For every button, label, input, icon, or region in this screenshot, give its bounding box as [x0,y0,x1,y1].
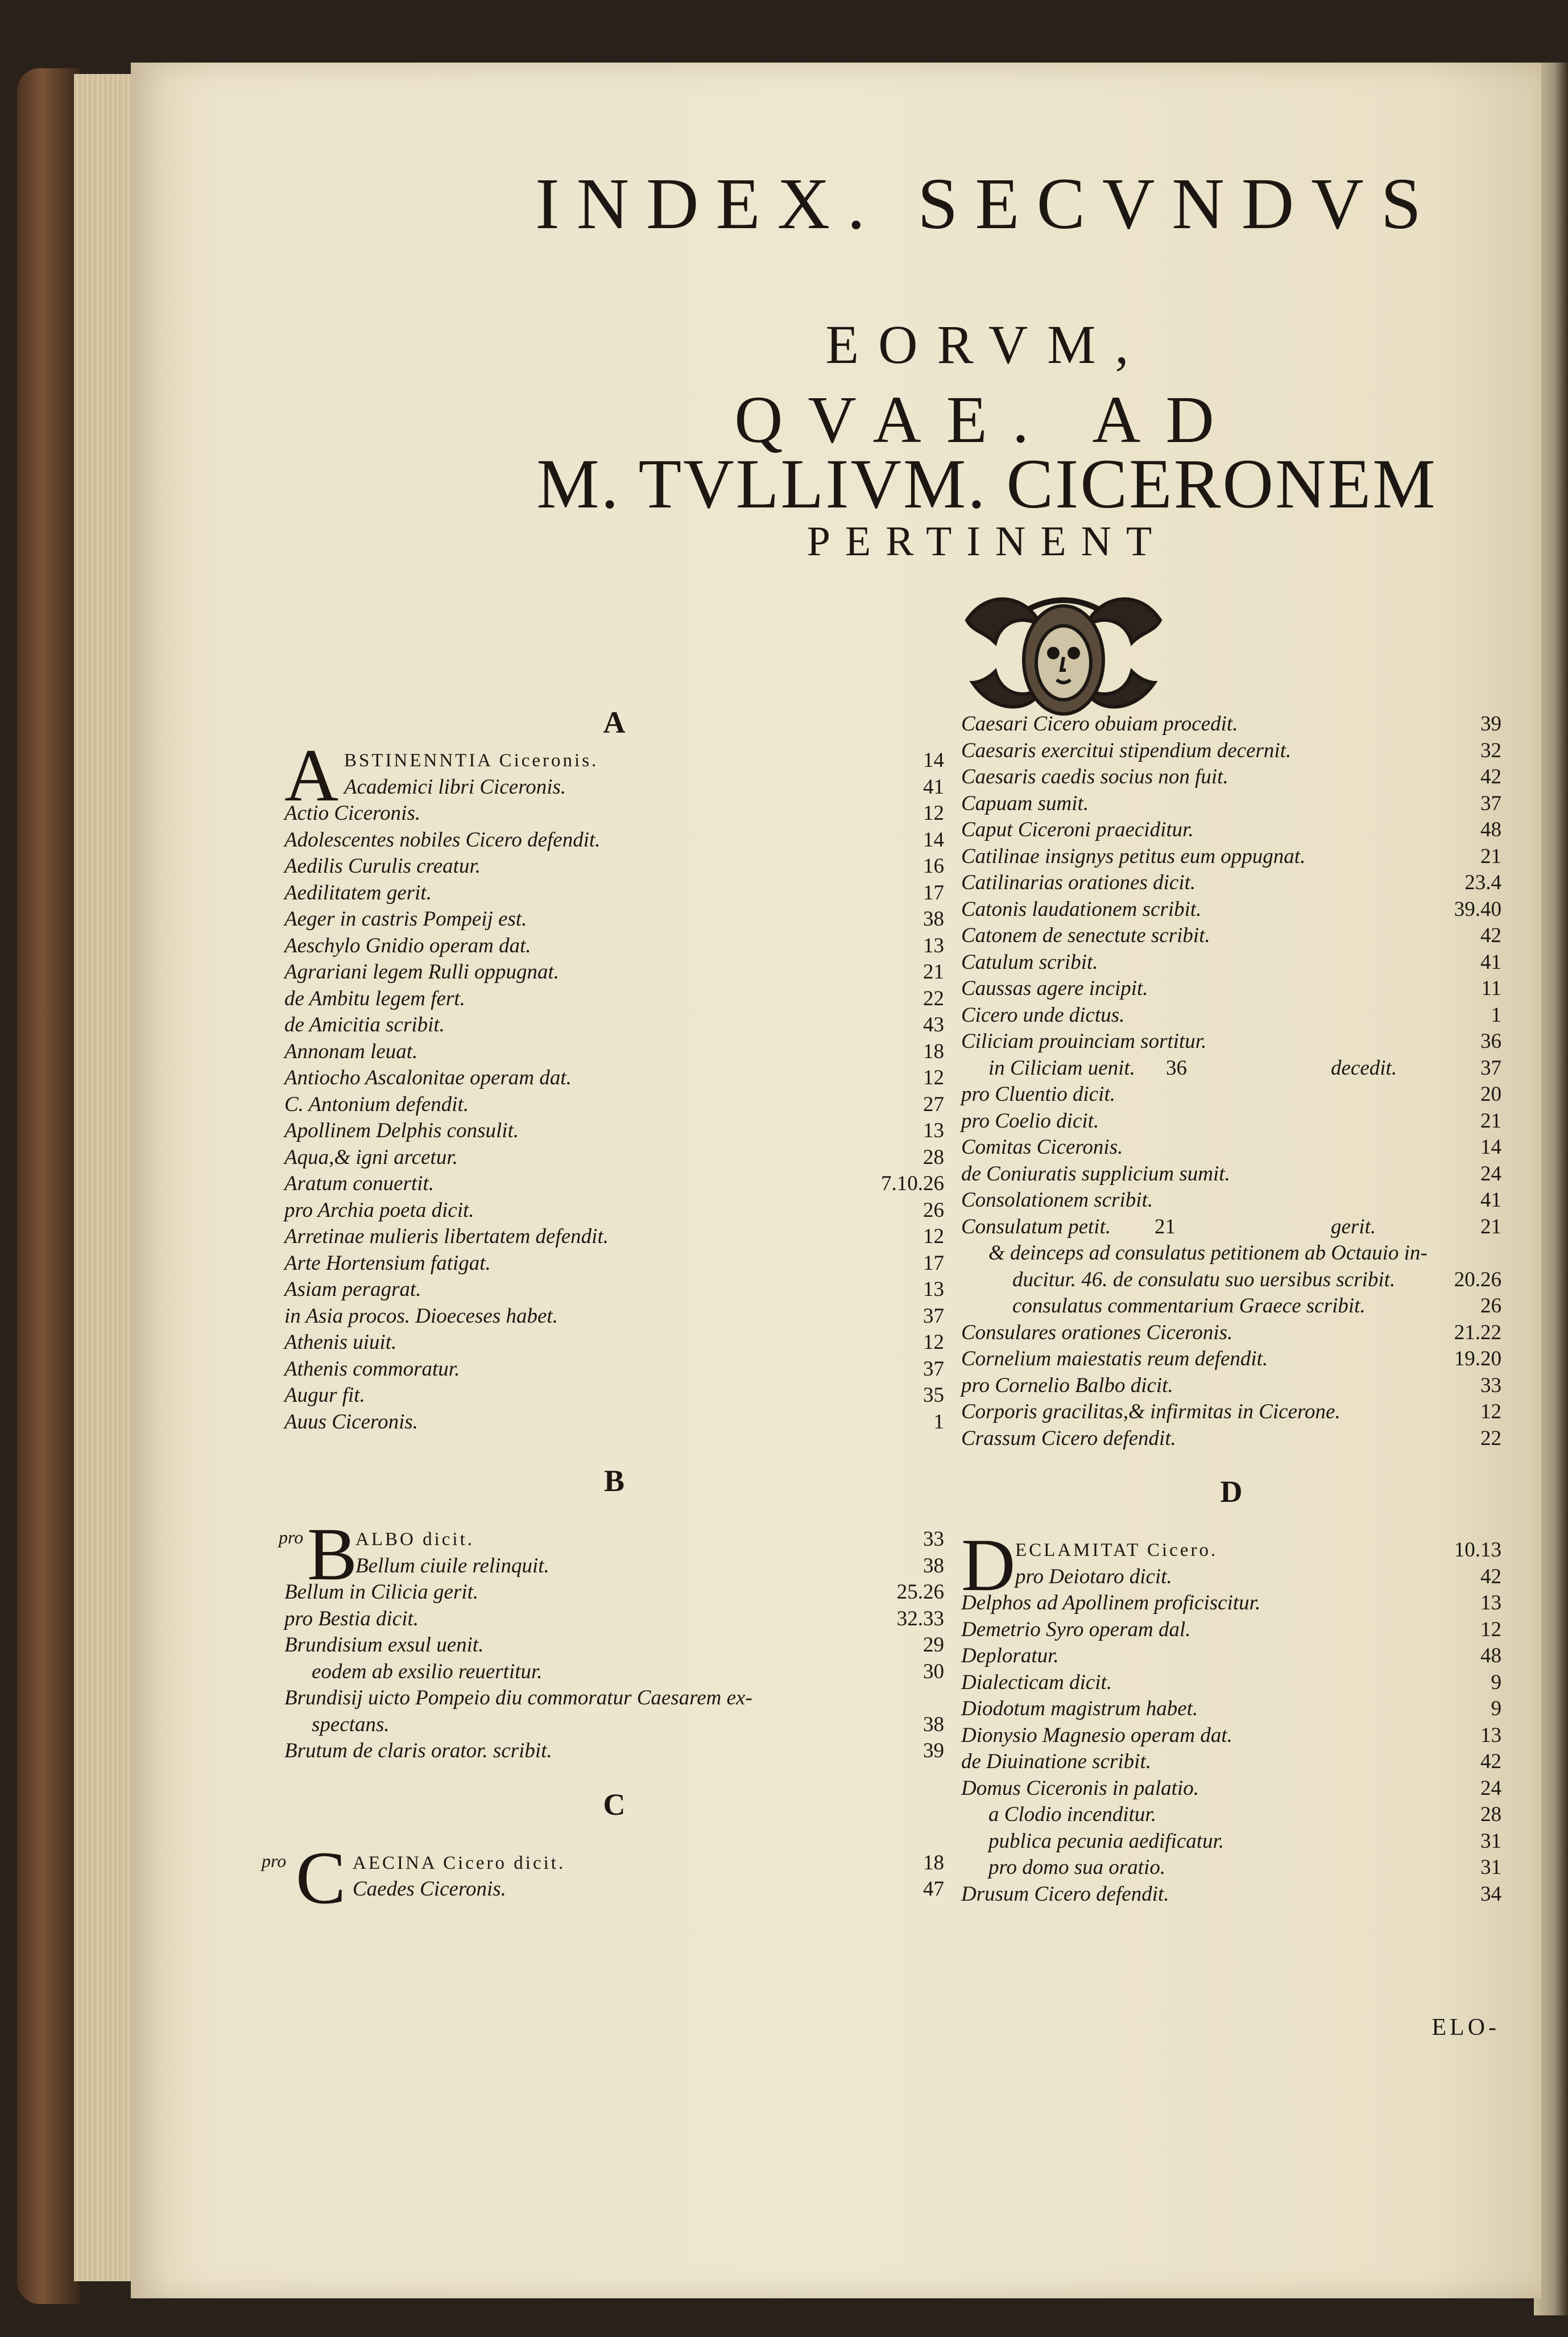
entry-page: 21 [1480,1215,1501,1238]
entry-text: Crassum Cicero defendit. [961,1426,1176,1450]
entry-text: in Ciliciam uenit. [988,1056,1135,1080]
entry-text: Domus Ciceronis in palatio. [961,1776,1199,1800]
entry-text: Athenis commoratur. [284,1357,460,1381]
entry-page: 12 [1480,1617,1501,1641]
entry-text: Brutum de claris orator. scribit. [284,1739,552,1762]
entry-text: pro domo sua oratio. [988,1856,1166,1879]
list-item [284,827,944,854]
list-item [284,1659,944,1686]
entry-page: 24 [1480,1776,1501,1800]
list-item [961,1670,1501,1696]
entry-page: 38 [923,1712,944,1736]
entry-text: Catonis laudationem scribit. [961,897,1202,921]
entry-text: Arretinae mulieris libertatem defendit. [284,1225,609,1248]
entry-text: de Diuinatione scribit. [961,1750,1151,1773]
entry-page: 11 [1481,977,1501,1000]
entry-prefix: pro [262,1850,287,1871]
list-item [284,1303,944,1330]
title-line-3: QVAE. AD [734,382,1239,457]
entry-page: 42 [1480,1564,1501,1588]
section-heading-d: D [1220,1475,1243,1509]
entry-page: 17 [923,1251,944,1275]
list-item [961,1240,1501,1267]
entry-page: 36 [1480,1030,1501,1053]
entry-text: Ciliciam prouinciam sortitur. [961,1030,1207,1053]
list-item [961,1696,1501,1723]
entry-page: 7.10.26 [881,1172,944,1195]
list-item [961,1617,1501,1644]
entry-page: 14 [923,749,944,772]
entry-text: Consulares orationes Ciceronis. [961,1320,1233,1344]
entry-text: Antiocho Ascalonitae operam dat. [284,1066,572,1089]
entry-text-inline: gerit. [1331,1215,1376,1238]
dropcap-b: B [307,1512,358,1596]
entry-text: Bellum ciuile relinquit. [355,1554,549,1578]
entry-page: 10.13 [1454,1538,1501,1562]
entry-page: 39 [1480,712,1501,736]
entry-text: Aedilis Curulis creatur. [284,854,481,878]
entry-page: 41 [1480,1188,1501,1212]
list-item [961,1161,1501,1188]
title-line-1: INDEX. SECVNDVS [535,163,1438,244]
entry-page: 24 [1480,1162,1501,1186]
entry-text: Demetrio Syro operam dal. [961,1617,1191,1641]
list-item [284,1606,944,1633]
section-heading-c: C [603,1787,626,1822]
entry-text: pro Cluentio dicit. [961,1083,1115,1106]
entry-page: 32.33 [896,1607,944,1630]
entry-text: Aqua,& igni arcetur. [284,1145,458,1169]
title-line-2: EORVM, [825,314,1148,375]
entry-page: 21 [1480,844,1501,868]
list-item [961,1002,1501,1029]
entry-text-inline: decedit. [1331,1056,1397,1080]
entry-page: 22 [923,986,944,1010]
entry-page: 12 [923,802,944,825]
entry-text: Drusum Cicero defendit. [961,1882,1169,1906]
entry-text: Consolationem scribit. [961,1188,1153,1212]
entry-page: 41 [923,775,944,799]
list-item [961,1590,1501,1617]
entry-page: 9 [1491,1697,1501,1720]
entry-page: 12 [923,1066,944,1089]
entry-page: 25.26 [896,1580,944,1604]
list-item [284,1224,944,1250]
index-column-left [262,705,944,1919]
entry-page: 21 [923,960,944,984]
list-item [284,1012,944,1039]
dropcap-a: A [284,733,339,817]
entry-text: ducitur. 46. de consulatu suo uersibus scribit. [1012,1267,1396,1291]
entry-text: de Coniuratis supplicium sumit. [961,1162,1230,1186]
entry-page: 22 [1480,1426,1501,1450]
entry-page: 31 [1480,1829,1501,1853]
list-item [961,844,1501,870]
entry-text: Cornelium maiestatis reum defendit. [961,1347,1268,1370]
list-item [961,1187,1501,1214]
list-item [961,1749,1501,1776]
list-item [284,1685,944,1712]
list-item [284,1876,944,1903]
entry-text: Academici libri Ciceronis. [344,775,566,799]
entry-text: Agrariani legem Rulli oppugnat. [284,960,560,984]
list-item [284,1039,944,1066]
entry-page: 21 [1480,1109,1501,1133]
entry-page: 37 [1480,1056,1501,1080]
list-item [284,1712,944,1739]
entry-text: Comitas Ciceronis. [961,1136,1123,1159]
entry-page: 32 [1480,738,1501,762]
list-item [961,923,1501,949]
entry-text: AECINA Cicero dicit. [353,1852,566,1873]
list-item [961,1399,1501,1426]
entry-page: 13 [923,1119,944,1142]
entry-text: Actio Ciceronis. [284,802,421,825]
list-item [961,1776,1501,1802]
list-item [961,1426,1501,1452]
entry-page: 20.26 [1454,1267,1501,1291]
entry-text: Dionysio Magnesio operam dat. [961,1723,1232,1747]
entry-page: 14 [1480,1136,1501,1159]
entry-text: a Clodio incenditur. [988,1803,1156,1826]
entry-page: 34 [1480,1882,1501,1906]
entry-text: pro Archia poeta dicit. [284,1198,474,1222]
list-item [961,711,1501,738]
entry-page: 26 [1480,1294,1501,1318]
list-item [961,870,1501,897]
catchword: ELO- [1432,2014,1500,2041]
entry-page: 37 [923,1357,944,1381]
entry-text: pro Bestia dicit. [284,1607,419,1630]
entry-text: Aeschylo Gnidio operam dat. [284,934,531,957]
list-item [284,800,944,827]
entry-page: 42 [1480,924,1501,947]
entry-page: 47 [923,1877,944,1901]
list-item [284,1145,944,1171]
list-item [961,1346,1501,1373]
entry-text: Arte Hortensium fatigat. [284,1251,491,1275]
entry-page: 48 [1480,818,1501,841]
list-item [961,1855,1501,1881]
entry-text: Annonam leuat. [284,1039,418,1063]
list-item [961,1293,1501,1320]
entry-text: pro Deiotaro dicit. [1015,1564,1172,1588]
list-item [961,1108,1501,1135]
list-item [284,1382,944,1409]
entry-page: 31 [1480,1856,1501,1879]
entry-text: Brundisij uicto Pompeio diu commoratur Caesarem ex- [284,1686,752,1710]
list-item [961,1214,1501,1241]
list-item [284,933,944,960]
entry-page: 42 [1480,765,1501,788]
entry-text: Apollinem Delphis consulit. [284,1119,519,1142]
list-item [961,1881,1501,1908]
entry-page: 12 [1480,1400,1501,1423]
entry-page: 12 [923,1225,944,1248]
entry-page: 37 [923,1304,944,1328]
entry-page: 41 [1480,950,1501,974]
entry-page: 9 [1491,1670,1501,1694]
list-item [284,1171,944,1198]
entry-page: 39 [923,1739,944,1762]
dropcap-d: D [961,1523,1016,1607]
list-item [961,976,1501,1002]
list-item [284,1579,944,1606]
entry-page: 38 [923,1554,944,1578]
entry-text: Capuam sumit. [961,791,1089,815]
entry-page: 1 [1491,1003,1501,1027]
list-item [284,1409,944,1436]
list-item [961,897,1501,923]
book-cover-left [17,68,80,2304]
entry-page: 48 [1480,1644,1501,1667]
entry-text: Caput Ciceroni praeciditur. [961,818,1194,841]
entry-text: de Amicitia scribit. [284,1013,445,1037]
entry-text: Caesaris exercitui stipendium decernit. [961,738,1292,762]
list-item [961,1320,1501,1347]
list-item [284,853,944,880]
entry-text: in Asia procos. Dioeceses habet. [284,1304,558,1328]
list-item [961,817,1501,844]
list-item [961,1373,1501,1399]
entry-page: 23.4 [1464,871,1501,894]
entry-page: 35 [923,1384,944,1407]
entry-text: publica pecunia aedificatur. [988,1829,1224,1853]
list-item [961,1267,1501,1294]
list-item [284,1329,944,1356]
entry-page: 33 [923,1527,944,1551]
entry-page: 26 [923,1198,944,1222]
entry-page: 30 [923,1659,944,1683]
entry-text: C. Antonium defendit. [284,1092,469,1116]
list-item [961,1564,1501,1591]
list-item [284,1198,944,1224]
entry-page: 1 [933,1410,944,1434]
list-item [961,738,1501,765]
title-line-5: PERTINENT [806,518,1167,565]
entry-page: 43 [923,1013,944,1037]
list-item [961,1055,1501,1082]
entry-page-inline: 36 [1166,1056,1187,1080]
entry-text: de Ambitu legem fert. [284,986,465,1010]
list-item [961,1029,1501,1055]
list-item [961,1828,1501,1855]
entry-text: pro Coelio dicit. [961,1109,1099,1133]
list-item [961,791,1501,817]
entry-text: Aedilitatem gerit. [284,881,432,905]
entry-page: 12 [923,1331,944,1354]
entry-page: 18 [923,1039,944,1063]
entry-page: 13 [923,934,944,957]
list-item [284,1250,944,1277]
entry-page: 13 [1480,1591,1501,1615]
entry-page: 13 [1480,1723,1501,1747]
entry-page: 29 [923,1633,944,1657]
entry-text: Diodotum magistrum habet. [961,1697,1198,1720]
entry-prefix: pro [279,1527,304,1547]
entry-page: 28 [923,1145,944,1169]
entry-text: Caesari Cicero obuiam procedit. [961,712,1238,736]
list-item [961,764,1501,791]
entry-text: Delphos ad Apollinem proficiscitur. [961,1591,1261,1615]
list-item [961,1081,1501,1108]
entry-text: Caussas agere incipit. [961,977,1148,1000]
list-item [284,1118,944,1145]
section-heading-a: A [603,705,626,740]
entry-text: Consulatum petit. [961,1215,1111,1238]
entry-text: Corporis gracilitas,& infirmitas in Cicerone. [961,1400,1341,1423]
title-line-4: M. TVLLIVM. CICERONEM [536,445,1437,523]
entry-page: 13 [923,1278,944,1301]
list-item [284,1277,944,1303]
entry-text: pro Cornelio Balbo dicit. [961,1373,1173,1397]
dropcap-c: C [296,1835,346,1919]
entry-page: 28 [1480,1803,1501,1826]
list-item [284,1632,944,1659]
list-item [284,1092,944,1118]
entry-text: Dialecticam dicit. [961,1670,1112,1694]
list-item [961,949,1501,976]
list-item [961,1802,1501,1828]
entry-text: Auus Ciceronis. [284,1410,419,1434]
entry-text: Deploratur. [961,1644,1059,1667]
entry-text: Aeger in castris Pompeij est. [284,907,527,931]
entry-text: Catilinae insignys petitus eum oppugnat. [961,844,1306,868]
list-item [284,774,944,801]
entry-page: 17 [923,881,944,905]
entry-page: 33 [1480,1373,1501,1397]
list-item [961,1134,1501,1161]
index-column-right [961,711,1501,1907]
entry-page: 14 [923,828,944,852]
entry-text: Caesaris caedis socius non fuit. [961,765,1228,788]
entry-page: 19.20 [1454,1347,1501,1370]
entry-page: 38 [923,907,944,931]
entry-page: 27 [923,1092,944,1116]
entry-page: 42 [1480,1750,1501,1773]
entry-page: 16 [923,854,944,878]
list-item [961,1723,1501,1749]
entry-text: Athenis uiuit. [284,1331,397,1354]
list-item [284,1738,944,1765]
list-item [284,959,944,986]
entry-text: Caedes Ciceronis. [353,1877,506,1901]
list-item [284,1065,944,1092]
entry-text: Cicero unde dictus. [961,1003,1125,1027]
entry-page-inline: 21 [1155,1215,1176,1238]
entry-text: Bellum in Cilicia gerit. [284,1580,479,1604]
entry-text: eodem ab exsilio reuertitur. [312,1659,543,1683]
entry-page: 20 [1480,1083,1501,1106]
list-item [284,986,944,1013]
entry-text: Augur fit. [284,1384,365,1407]
entry-page: 39.40 [1454,897,1501,921]
list-item [284,906,944,933]
entry-text: Catonem de senectute scribit. [961,924,1210,947]
entry-page: 21.22 [1454,1320,1501,1344]
entry-text: BSTINENNTIA Ciceronis. [344,750,599,771]
entry-text: ALBO dicit. [355,1529,474,1550]
list-item [284,1356,944,1383]
entry-text: & deinceps ad consulatus petitionem ab Octauio in- [988,1241,1428,1265]
entry-text: consulatus commentarium Graece scribit. [1012,1294,1366,1318]
entry-text: ECLAMITAT Cicero. [1015,1540,1218,1560]
list-item [284,880,944,907]
entry-text: Aratum conuertit. [284,1172,435,1195]
entry-page: 37 [1480,791,1501,815]
entry-text: Asiam peragrat. [284,1278,421,1301]
list-item [961,1643,1501,1670]
entry-text: spectans. [312,1712,390,1736]
entry-page: 18 [923,1851,944,1874]
entry-text: Catilinarias orationes dicit. [961,871,1196,894]
entry-text: Catulum scribit. [961,950,1098,974]
entry-text: Brundisium exsul uenit. [284,1633,484,1657]
section-heading-b: B [603,1464,625,1498]
list-item [284,1553,944,1580]
entry-text: Adolescentes nobiles Cicero defendit. [284,828,601,852]
